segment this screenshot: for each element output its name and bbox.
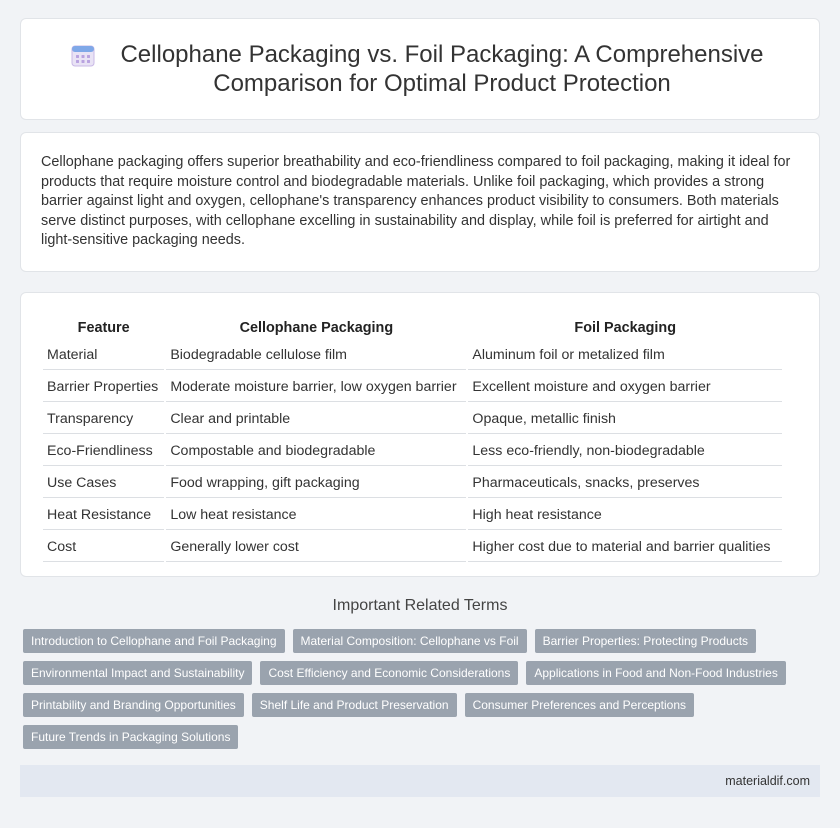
- intro-card: [20, 132, 820, 272]
- related-term-tag[interactable]: Introduction to Cellophane and Foil Packaging: [23, 629, 285, 653]
- table-cell: Material: [43, 340, 164, 370]
- column-header: Foil Packaging: [574, 320, 676, 336]
- table-cell: Moderate moisture barrier, low oxygen barrier: [166, 372, 466, 402]
- footer: [20, 765, 820, 797]
- comparison-card: [20, 292, 820, 577]
- related-term-tag[interactable]: Applications in Food and Non-Food Industries: [526, 661, 785, 685]
- table-cell: Eco-Friendliness: [43, 436, 164, 466]
- intro-text: Cellophane packaging offers superior breathability and eco-friendliness compared to foil packaging, making it ideal for products that require moisture control and biodegradable materials. Unlike foil packaging, which provides a strong barrier against light and oxygen, cellophane's transparency enhances product visibility to consumers. Both materials serve distinct purposes, with cellophane excelling in sustainability and display, while foil is preferred for airtight and light-sensitive packaging needs.: [41, 154, 791, 249]
- related-terms-list: [23, 629, 823, 757]
- header-card: [20, 18, 820, 120]
- table-header-row: [43, 317, 782, 338]
- related-term-tag[interactable]: Shelf Life and Product Preservation: [252, 693, 457, 717]
- table-cell: Opaque, metallic finish: [468, 404, 782, 434]
- related-term-tag[interactable]: Future Trends in Packaging Solutions: [23, 725, 238, 749]
- column-header: Feature: [77, 320, 130, 336]
- related-terms-title: Important Related Terms: [332, 597, 508, 614]
- column-header: Cellophane Packaging: [239, 320, 394, 336]
- table-cell: Excellent moisture and oxygen barrier: [468, 372, 782, 402]
- table-row: [43, 372, 782, 402]
- table-row: [43, 500, 782, 530]
- table-cell: Food wrapping, gift packaging: [166, 468, 466, 498]
- related-term-tag[interactable]: Barrier Properties: Protecting Products: [535, 629, 756, 653]
- table-cell: Barrier Properties: [43, 372, 164, 402]
- table-cell: Transparency: [43, 404, 164, 434]
- table-row: [43, 340, 782, 370]
- related-term-tag[interactable]: Consumer Preferences and Perceptions: [465, 693, 694, 717]
- table-row: [43, 468, 782, 498]
- table-cell: Pharmaceuticals, snacks, preserves: [468, 468, 782, 498]
- related-term-tag[interactable]: Environmental Impact and Sustainability: [23, 661, 252, 685]
- table-cell: Higher cost due to material and barrier qualities: [468, 532, 782, 562]
- footer-site-link[interactable]: materialdif.com: [725, 774, 810, 788]
- table-row: [43, 532, 782, 562]
- page-title: Cellophane Packaging vs. Foil Packaging: A Comprehensive Comparison for Optimal Product Protection: [120, 41, 764, 97]
- table-cell: Use Cases: [43, 468, 164, 498]
- table-row: [43, 404, 782, 434]
- table-cell: Aluminum foil or metalized film: [468, 340, 782, 370]
- related-term-tag[interactable]: Printability and Branding Opportunities: [23, 693, 244, 717]
- table-cell: Low heat resistance: [166, 500, 466, 530]
- table-cell: Less eco-friendly, non-biodegradable: [468, 436, 782, 466]
- table-cell: Compostable and biodegradable: [166, 436, 466, 466]
- table-cell: Clear and printable: [166, 404, 466, 434]
- calendar-icon: [70, 42, 96, 68]
- table-cell: Cost: [43, 532, 164, 562]
- table-cell: Heat Resistance: [43, 500, 164, 530]
- table-cell: High heat resistance: [468, 500, 782, 530]
- table-cell: Generally lower cost: [166, 532, 466, 562]
- table-row: [43, 436, 782, 466]
- table-cell: Biodegradable cellulose film: [166, 340, 466, 370]
- title-wrap: [70, 40, 770, 98]
- related-term-tag[interactable]: Material Composition: Cellophane vs Foil: [293, 629, 527, 653]
- related-term-tag[interactable]: Cost Efficiency and Economic Considerations: [260, 661, 518, 685]
- comparison-table: [41, 315, 784, 564]
